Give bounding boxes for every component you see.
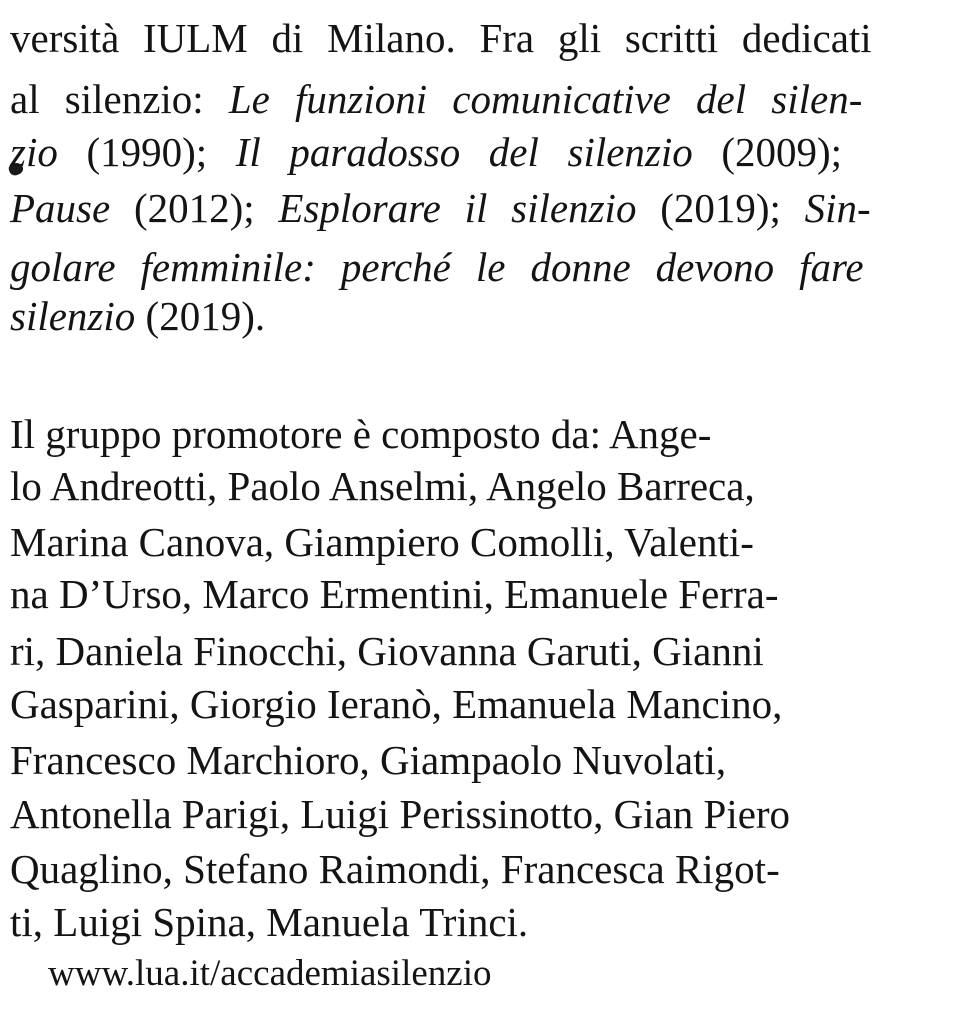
members-line-4: na D’Urso, Marco Ermentini, Emanuele Ferra-: [10, 571, 779, 617]
bio-text: (2019);: [636, 185, 805, 231]
bio-line-1: [10, 14, 872, 62]
book-title: Sin-: [804, 185, 871, 231]
book-title: golare femminile: perché le donne devono fare: [10, 244, 864, 290]
members-line-10: ti, Luigi Spina, Manuela Trinci.: [10, 899, 529, 945]
bio-line-4: [10, 184, 871, 232]
bio-text: (2009);: [692, 129, 843, 175]
bio-line-2: [10, 75, 862, 123]
bio-line-6: [10, 292, 265, 340]
book-title: silenzio: [10, 293, 136, 339]
bio-text: (2019).: [135, 293, 266, 339]
members-line-8: Antonella Parigi, Luigi Perissinotto, Gian Piero: [10, 791, 791, 837]
book-title: Il paradosso del silenzio: [235, 129, 693, 175]
members-line-6: Gasparini, Giorgio Ieranò, Emanuela Mancino,: [10, 681, 783, 727]
book-title: Le funzioni comunicative del silen-: [228, 76, 863, 122]
bio-text: al silenzio:: [10, 76, 229, 122]
members-line-3: Marina Canova, Giampiero Comolli, Valenti-: [10, 519, 754, 565]
website-url: www.lua.it/accademiasilenzio: [48, 953, 492, 994]
members-line-5: ri, Daniela Finocchi, Giovanna Garuti, Gianni: [10, 628, 764, 674]
members-line-2: lo Andreotti, Paolo Anselmi, Angelo Barreca,: [10, 463, 755, 509]
book-title: Esplorare il silenzio: [278, 185, 637, 231]
bio-line-3: [10, 128, 842, 176]
bio-line-5: [10, 243, 864, 291]
bio-text: (2012);: [110, 185, 279, 231]
members-line-7: Francesco Marchioro, Giampaolo Nuvolati,: [10, 737, 727, 783]
members-line-1: Il gruppo promotore è composto da: Ange-: [10, 411, 712, 457]
book-title: Pause: [10, 185, 111, 231]
members-line-9: Quaglino, Stefano Raimondi, Francesca Rigot-: [10, 846, 780, 892]
bio-text: (1990);: [57, 129, 236, 175]
bio-text: versità IULM di Milano. Fra gli scritti dedicati: [10, 15, 872, 61]
book-title: zio: [10, 129, 58, 175]
